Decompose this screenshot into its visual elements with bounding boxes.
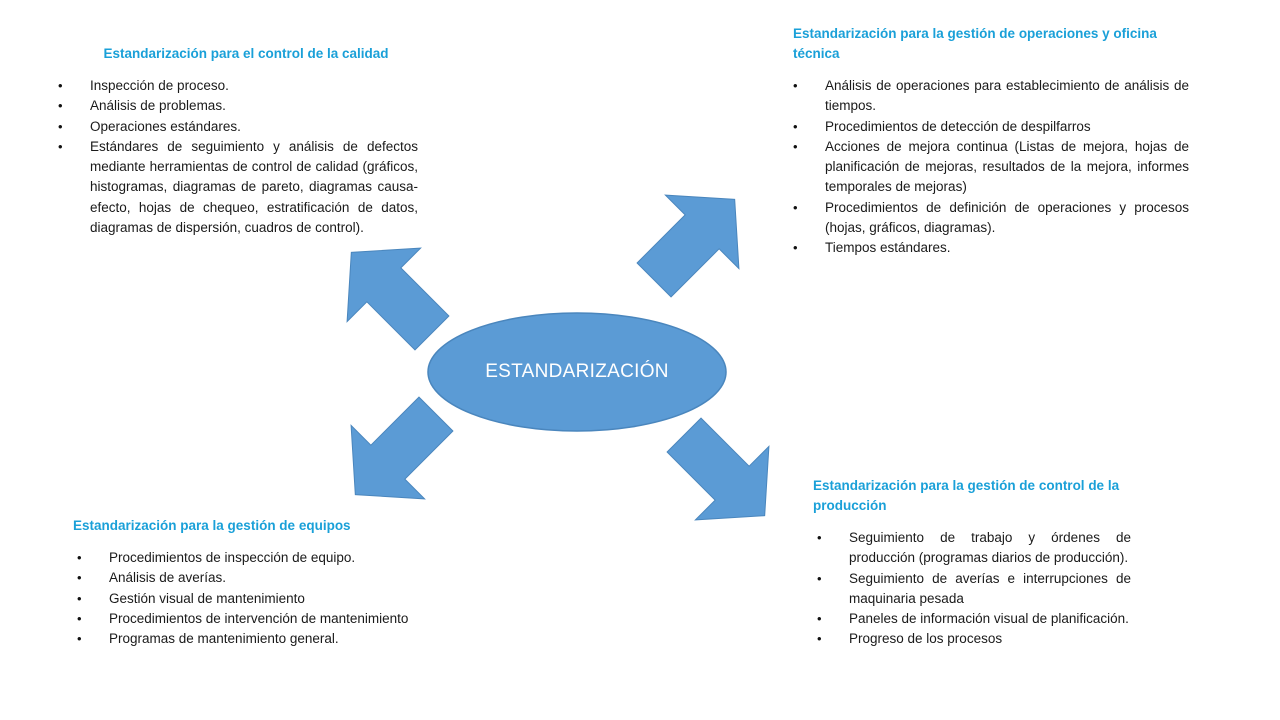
section-production-list [813, 528, 1131, 650]
list-item: • Operaciones estándares. [54, 117, 418, 137]
section-equipment-list [73, 548, 453, 649]
list-item: • Paneles de información visual de planificación. [813, 609, 1131, 629]
section-quality-list [54, 76, 418, 238]
section-operations-list [789, 76, 1189, 259]
list-item: • Seguimiento de averías e interrupciones de maquinaria pesada [813, 569, 1131, 610]
section-operations-title: Estandarización para la gestión de operaciones y oficina técnica [793, 26, 1157, 61]
list-item: • Tiempos estándares. [789, 238, 1189, 258]
list-item: • Análisis de operaciones para establecimiento de análisis de tiempos. [789, 76, 1189, 117]
section-quality-title: Estandarización para el control de la calidad [103, 46, 389, 61]
arrow-down-right-icon [647, 398, 801, 552]
center-label: ESTANDARIZACIÓN [485, 361, 669, 382]
section-quality [54, 44, 418, 238]
list-item: • Progreso de los procesos [813, 629, 1131, 649]
list-item: • Programas de mantenimiento general. [73, 629, 453, 649]
list-item: • Análisis de averías. [73, 568, 453, 588]
list-item: • Seguimiento de trabajo y órdenes de producción (programas diarios de producción). [813, 528, 1131, 569]
section-operations [793, 24, 1189, 259]
list-item: • Procedimientos de intervención de mantenimiento [73, 609, 453, 629]
list-item: • Procedimientos de detección de despilfarros [789, 117, 1189, 137]
list-item: • Acciones de mejora continua (Listas de mejora, hojas de planificación de mejoras, resultados de la mejora, informes temporales de mejoras) [789, 137, 1189, 198]
section-equipment-title: Estandarización para la gestión de equipos [73, 518, 351, 533]
list-item: • Análisis de problemas. [54, 96, 418, 116]
list-item: • Gestión visual de mantenimiento [73, 589, 453, 609]
list-item: • Procedimientos de inspección de equipo. [73, 548, 453, 568]
section-equipment [73, 516, 453, 649]
section-production [813, 476, 1131, 650]
list-item: • Procedimientos de definición de operaciones y procesos (hojas, gráficos, diagramas). [789, 198, 1189, 239]
arrow-up-right-icon [617, 163, 771, 317]
section-production-title: Estandarización para la gestión de control de la producción [813, 478, 1120, 513]
list-item: • Inspección de proceso. [54, 76, 418, 96]
list-item: • Estándares de seguimiento y análisis de defectos mediante herramientas de control de calidad (gráficos, histogramas, diagramas de pareto, diagramas causa-efecto, hojas de chequeo, estratificación de datos, diagramas de dispersión, cuadros de control). [54, 137, 418, 238]
